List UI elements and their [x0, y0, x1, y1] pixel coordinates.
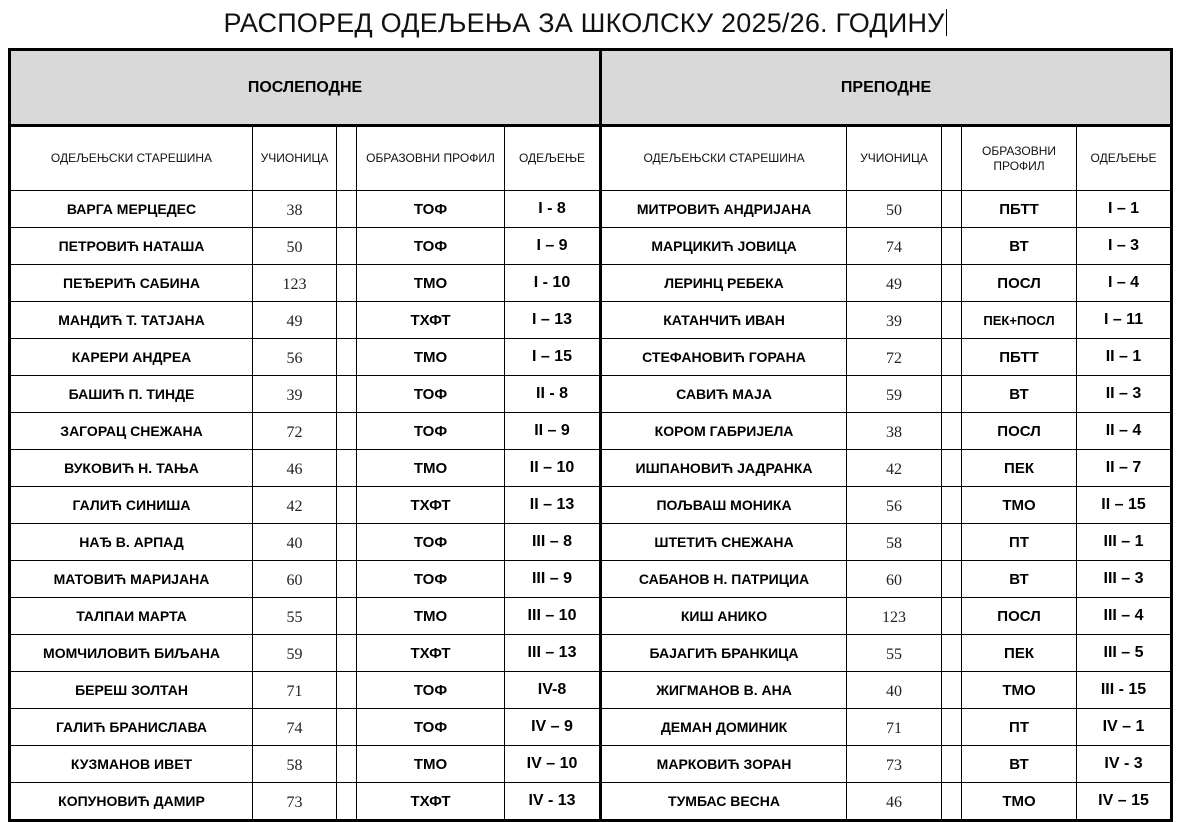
teacher-cell: КИШ АНИКО: [601, 598, 847, 635]
teacher-cell: КАТАНЧИЋ ИВАН: [601, 302, 847, 339]
table-row: [10, 376, 1172, 413]
class-cell: I - 8: [505, 191, 601, 228]
profile-cell: ПБТТ: [962, 339, 1077, 376]
teacher-cell: ПЕТРОВИЋ НАТАША: [10, 228, 253, 265]
spacer-cell: [337, 635, 357, 672]
spacer-cell: [337, 783, 357, 821]
class-cell: III – 13: [505, 635, 601, 672]
room-cell: 74: [253, 709, 337, 746]
spacer-cell: [337, 598, 357, 635]
table-row: [10, 302, 1172, 339]
room-cell: 49: [847, 265, 942, 302]
profile-cell: ПОСЛ: [962, 413, 1077, 450]
spacer-cell: [942, 376, 962, 413]
class-cell: IV – 10: [505, 746, 601, 783]
profile-cell: ТМО: [357, 598, 505, 635]
class-cell: III – 10: [505, 598, 601, 635]
header-class: ОДЕЉЕЊЕ: [1077, 126, 1172, 191]
spacer-cell: [942, 709, 962, 746]
schedule-table: [8, 48, 1173, 822]
section-afternoon: ПОСЛЕПОДНЕ: [10, 50, 601, 126]
table-row: [10, 191, 1172, 228]
profile-cell: ТОФ: [357, 376, 505, 413]
header-spacer: [337, 126, 357, 191]
class-cell: II – 15: [1077, 487, 1172, 524]
class-cell: II – 7: [1077, 450, 1172, 487]
class-cell: II - 8: [505, 376, 601, 413]
table-row: [10, 783, 1172, 821]
teacher-cell: САБАНОВ Н. ПАТРИЦИА: [601, 561, 847, 598]
spacer-cell: [337, 376, 357, 413]
room-cell: 59: [847, 376, 942, 413]
teacher-cell: СТЕФАНОВИЋ ГОРАНА: [601, 339, 847, 376]
teacher-cell: КОРОМ ГАБРИЈЕЛА: [601, 413, 847, 450]
spacer-cell: [942, 524, 962, 561]
profile-cell: ВТ: [962, 746, 1077, 783]
teacher-cell: ИШПАНОВИЋ ЈАДРАНКА: [601, 450, 847, 487]
spacer-cell: [337, 228, 357, 265]
teacher-cell: ШТЕТИЋ СНЕЖАНА: [601, 524, 847, 561]
room-cell: 123: [253, 265, 337, 302]
profile-cell: ТМО: [357, 450, 505, 487]
teacher-cell: ПЕЂЕРИЋ САБИНА: [10, 265, 253, 302]
header-spacer: [942, 126, 962, 191]
class-cell: IV-8: [505, 672, 601, 709]
spacer-cell: [337, 746, 357, 783]
room-cell: 38: [847, 413, 942, 450]
teacher-cell: БАЈАГИЋ БРАНКИЦА: [601, 635, 847, 672]
profile-cell: ПТ: [962, 709, 1077, 746]
class-cell: II – 4: [1077, 413, 1172, 450]
class-cell: IV - 13: [505, 783, 601, 821]
class-cell: III – 9: [505, 561, 601, 598]
table-row: [10, 265, 1172, 302]
room-cell: 38: [253, 191, 337, 228]
teacher-cell: МАРЦИКИЋ ЈОВИЦА: [601, 228, 847, 265]
spacer-cell: [337, 487, 357, 524]
section-header-row: [10, 50, 1172, 126]
teacher-cell: НАЂ В. АРПАД: [10, 524, 253, 561]
spacer-cell: [942, 598, 962, 635]
table-row: [10, 672, 1172, 709]
profile-cell: ТОФ: [357, 191, 505, 228]
teacher-cell: ЗАГОРАЦ СНЕЖАНА: [10, 413, 253, 450]
profile-cell: ПОСЛ: [962, 598, 1077, 635]
class-cell: I – 13: [505, 302, 601, 339]
section-morning: ПРЕПОДНЕ: [601, 50, 1172, 126]
class-cell: I – 1: [1077, 191, 1172, 228]
room-cell: 46: [847, 783, 942, 821]
class-cell: III – 8: [505, 524, 601, 561]
header-teacher: ОДЕЉЕЊСКИ СТАРЕШИНА: [601, 126, 847, 191]
room-cell: 58: [847, 524, 942, 561]
profile-cell: ТМО: [962, 672, 1077, 709]
spacer-cell: [337, 561, 357, 598]
class-cell: III - 15: [1077, 672, 1172, 709]
teacher-cell: ТАЛПАИ МАРТА: [10, 598, 253, 635]
spacer-cell: [337, 524, 357, 561]
room-cell: 71: [253, 672, 337, 709]
spacer-cell: [942, 413, 962, 450]
spacer-cell: [337, 672, 357, 709]
spacer-cell: [942, 561, 962, 598]
room-cell: 58: [253, 746, 337, 783]
room-cell: 42: [847, 450, 942, 487]
table-row: [10, 450, 1172, 487]
profile-cell: ВТ: [962, 376, 1077, 413]
class-cell: II – 9: [505, 413, 601, 450]
room-cell: 40: [253, 524, 337, 561]
profile-cell: ТХФТ: [357, 487, 505, 524]
class-cell: II – 3: [1077, 376, 1172, 413]
teacher-cell: ВАРГА МЕРЦЕДЕС: [10, 191, 253, 228]
teacher-cell: МАНДИЋ Т. ТАТЈАНА: [10, 302, 253, 339]
table-row: [10, 524, 1172, 561]
class-cell: I - 10: [505, 265, 601, 302]
room-cell: 123: [847, 598, 942, 635]
class-cell: I – 11: [1077, 302, 1172, 339]
teacher-cell: БАШИЋ П. ТИНДЕ: [10, 376, 253, 413]
room-cell: 55: [847, 635, 942, 672]
profile-cell: ПОСЛ: [962, 265, 1077, 302]
class-cell: IV – 9: [505, 709, 601, 746]
spacer-cell: [337, 339, 357, 376]
room-cell: 74: [847, 228, 942, 265]
teacher-cell: САВИЋ МАЈА: [601, 376, 847, 413]
spacer-cell: [942, 672, 962, 709]
spacer-cell: [337, 450, 357, 487]
class-cell: III – 4: [1077, 598, 1172, 635]
room-cell: 42: [253, 487, 337, 524]
room-cell: 39: [847, 302, 942, 339]
room-cell: 73: [847, 746, 942, 783]
spacer-cell: [337, 191, 357, 228]
teacher-cell: ЛЕРИНЦ РЕБЕКА: [601, 265, 847, 302]
teacher-cell: МАРКОВИЋ ЗОРАН: [601, 746, 847, 783]
class-cell: II – 1: [1077, 339, 1172, 376]
profile-cell: ПЕК: [962, 450, 1077, 487]
class-cell: III – 1: [1077, 524, 1172, 561]
header-teacher: ОДЕЉЕЊСКИ СТАРЕШИНА: [10, 126, 253, 191]
column-header-row: [10, 126, 1172, 191]
room-cell: 56: [847, 487, 942, 524]
class-cell: IV – 15: [1077, 783, 1172, 821]
teacher-cell: ДЕМАН ДОМИНИК: [601, 709, 847, 746]
header-room: УЧИОНИЦА: [847, 126, 942, 191]
profile-cell: ТОФ: [357, 672, 505, 709]
profile-cell: ПЕК+ПОСЛ: [962, 302, 1077, 339]
spacer-cell: [942, 265, 962, 302]
spacer-cell: [337, 709, 357, 746]
table-row: [10, 598, 1172, 635]
spacer-cell: [337, 265, 357, 302]
class-cell: IV - 3: [1077, 746, 1172, 783]
table-row: [10, 561, 1172, 598]
profile-cell: ТОФ: [357, 413, 505, 450]
profile-cell: ТОФ: [357, 709, 505, 746]
teacher-cell: КУЗМАНОВ ИВЕТ: [10, 746, 253, 783]
room-cell: 40: [847, 672, 942, 709]
class-cell: IV – 1: [1077, 709, 1172, 746]
table-row: [10, 635, 1172, 672]
profile-cell: ТХФТ: [357, 635, 505, 672]
table-row: [10, 228, 1172, 265]
class-cell: III – 3: [1077, 561, 1172, 598]
teacher-cell: ТУМБАС ВЕСНА: [601, 783, 847, 821]
spacer-cell: [942, 228, 962, 265]
header-profile: ОБРАЗОВНИ ПРОФИЛ: [357, 126, 505, 191]
room-cell: 50: [253, 228, 337, 265]
spacer-cell: [942, 302, 962, 339]
header-profile: ОБРАЗОВНИ ПРОФИЛ: [962, 126, 1077, 191]
profile-cell: ТОФ: [357, 561, 505, 598]
room-cell: 46: [253, 450, 337, 487]
teacher-cell: ГАЛИЋ БРАНИСЛАВА: [10, 709, 253, 746]
room-cell: 39: [253, 376, 337, 413]
table-row: [10, 339, 1172, 376]
profile-cell: ТМО: [357, 265, 505, 302]
profile-cell: ТМО: [357, 339, 505, 376]
teacher-cell: ЖИГМАНОВ В. АНА: [601, 672, 847, 709]
room-cell: 73: [253, 783, 337, 821]
class-cell: I – 3: [1077, 228, 1172, 265]
room-cell: 59: [253, 635, 337, 672]
room-cell: 49: [253, 302, 337, 339]
profile-cell: ВТ: [962, 228, 1077, 265]
table-row: [10, 487, 1172, 524]
spacer-cell: [942, 783, 962, 821]
teacher-cell: МАТОВИЋ МАРИЈАНА: [10, 561, 253, 598]
header-room: УЧИОНИЦА: [253, 126, 337, 191]
teacher-cell: МОМЧИЛОВИЋ БИЉАНА: [10, 635, 253, 672]
profile-cell: ТХФТ: [357, 302, 505, 339]
table-row: [10, 709, 1172, 746]
profile-cell: ПБТТ: [962, 191, 1077, 228]
room-cell: 72: [847, 339, 942, 376]
table-row: [10, 746, 1172, 783]
spacer-cell: [942, 339, 962, 376]
teacher-cell: БЕРЕШ ЗОЛТАН: [10, 672, 253, 709]
teacher-cell: ПОЉВАШ МОНИКА: [601, 487, 847, 524]
profile-cell: ТОФ: [357, 228, 505, 265]
profile-cell: ТМО: [962, 487, 1077, 524]
profile-cell: ТМО: [357, 746, 505, 783]
spacer-cell: [942, 487, 962, 524]
class-cell: I – 4: [1077, 265, 1172, 302]
teacher-cell: КАРЕРИ АНДРЕА: [10, 339, 253, 376]
profile-cell: ПЕК: [962, 635, 1077, 672]
text-cursor: [946, 9, 947, 36]
teacher-cell: ВУКОВИЋ Н. ТАЊА: [10, 450, 253, 487]
header-class: ОДЕЉЕЊЕ: [505, 126, 601, 191]
document-title: [0, 8, 1170, 39]
spacer-cell: [942, 746, 962, 783]
room-cell: 56: [253, 339, 337, 376]
room-cell: 72: [253, 413, 337, 450]
profile-cell: ТХФТ: [357, 783, 505, 821]
document-title-text: РАСПОРЕД ОДЕЉЕЊА ЗА ШКОЛСКУ 2025/26. ГОДИНУ: [223, 8, 945, 38]
teacher-cell: КОПУНОВИЋ ДАМИР: [10, 783, 253, 821]
spacer-cell: [942, 635, 962, 672]
table-row: [10, 413, 1172, 450]
spacer-cell: [337, 302, 357, 339]
room-cell: 55: [253, 598, 337, 635]
room-cell: 60: [847, 561, 942, 598]
room-cell: 50: [847, 191, 942, 228]
room-cell: 71: [847, 709, 942, 746]
class-cell: I – 9: [505, 228, 601, 265]
room-cell: 60: [253, 561, 337, 598]
class-cell: II – 13: [505, 487, 601, 524]
profile-cell: ТОФ: [357, 524, 505, 561]
spacer-cell: [942, 450, 962, 487]
profile-cell: ВТ: [962, 561, 1077, 598]
spacer-cell: [942, 191, 962, 228]
class-cell: III – 5: [1077, 635, 1172, 672]
teacher-cell: ГАЛИЋ СИНИША: [10, 487, 253, 524]
spacer-cell: [337, 413, 357, 450]
class-cell: II – 10: [505, 450, 601, 487]
class-cell: I – 15: [505, 339, 601, 376]
teacher-cell: МИТРОВИЋ АНДРИЈАНА: [601, 191, 847, 228]
profile-cell: ПТ: [962, 524, 1077, 561]
profile-cell: ТМО: [962, 783, 1077, 821]
